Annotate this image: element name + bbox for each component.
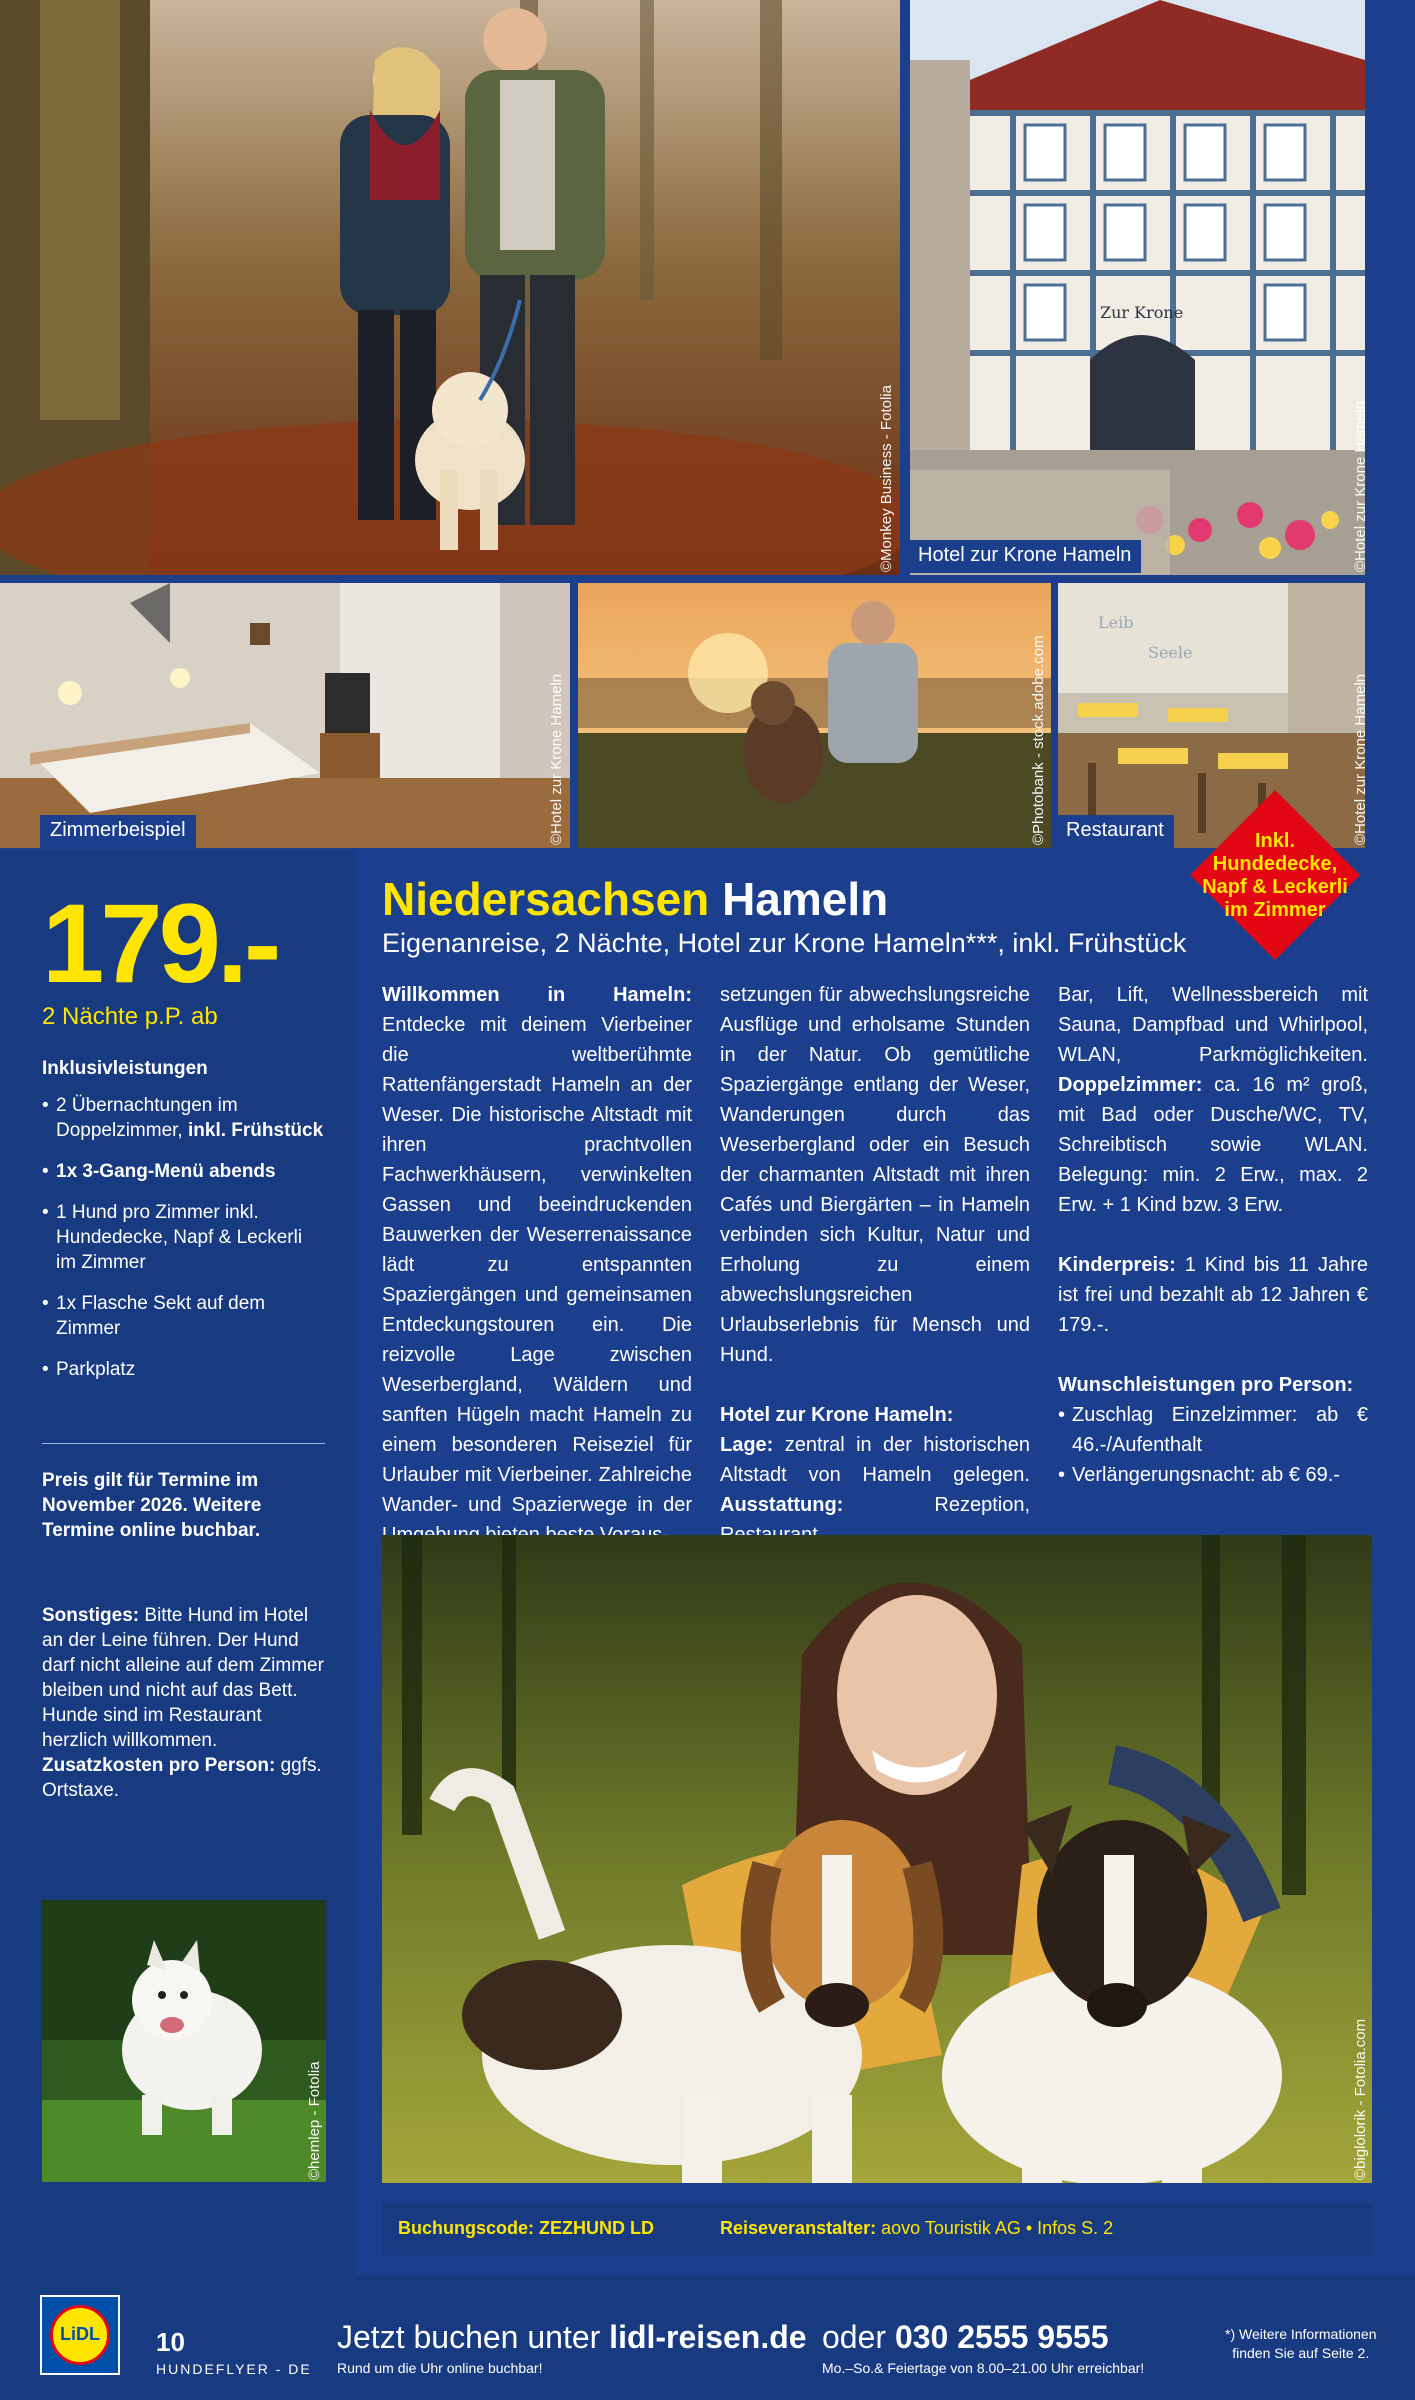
hotel-room-photo (0, 583, 570, 848)
misc-info: Sonstiges: Bitte Hund im Hotel an der Leine führen. Der Hund darf nicht alleine auf dem Zimmer bleiben und nicht auf das Bett. Hunde sind im Restaurant herzlich willkommen. Zusatzkosten pro Person: ggfs. Ortstaxe. (42, 1605, 324, 1801)
inclusion-item: • Parkplatz (42, 1357, 327, 1382)
inclusions-block (42, 1056, 327, 1398)
booking-code: Buchungscode: ZEZHUND LD (398, 2218, 655, 2238)
hotel-caption: Hotel zur Krone Hameln (908, 540, 1141, 573)
svg-text:Seele: Seele (1148, 643, 1193, 662)
badge-line-1: Inkl. (1254, 830, 1295, 852)
inclusions-title: Inklusivleistungen (42, 1058, 208, 1079)
page-title: Niedersachsen Hameln (382, 873, 889, 925)
dog-amenities-badge (1190, 790, 1360, 960)
booking-cta-subtext: Rund um die Uhr online buchbar! (337, 2360, 543, 2376)
tour-operator: Reiseveranstalter: aovo Touristik AG • Infos S. 2 (720, 2218, 1114, 2238)
body-column-2: setzungen für abwechslungsreiche Ausflüge und erholsame Stunden in der Natur. Ob gemütliche Spaziergänge entlang der Weser, Wanderungen durch das Weserbergland oder ein Besuch der charmanten Altstadt mit ihren Cafés und Biergärten – in Hameln verbinden sich Kultur, Natur und Erholung zu einem abwechslungsreichen Urlaubserlebnis für Mensch und Hund. Hotel zur Krone Hameln: Lage: zentral in der historischen Altstadt von Hameln gelegen. Ausstattung: Rezeption, (720, 984, 1030, 1516)
booking-cta: Jetzt buchen unter lidl-reisen.de (337, 2319, 807, 2355)
divider (42, 1443, 325, 1444)
badge-line-2: Hundedecke, (1212, 853, 1338, 875)
wunsch-item: • Zuschlag Einzelzimmer: ab € 46.-/Aufenthalt (1058, 1404, 1368, 1456)
body-column-3: Bar, Lift, Wellnessbereich mit Sauna, Dampfbad und Whirlpool, WLAN, Parkmöglichkeiten. Doppelzimmer: ca. 16 m² groß, mit Bad oder Dusche/WC, TV, Schreibtisch sowie WLAN. Belegung: min. 2 Erw., max. 2 Erw. + 1 Kind bzw. 3 Erw. Kinderpreis: 1 Kind bis 11 Jahre ist frei und bezahlt ab 12 Jahren € 179.-. Wunschleistungen pro Person: • Zuschlag Einzelzimmer: ab € 46.-/Aufenthalt • Verlängerungsnacht: ab € 69.- (1058, 980, 1368, 1490)
westie-dog-photo (42, 1900, 326, 2182)
footer (0, 2275, 1415, 2400)
inclusion-item: • 1x 3-Gang-Menü abends (42, 1159, 327, 1184)
footnote: *) Weitere Informationen finden Sie auf Seite 2. (1225, 2326, 1377, 2361)
price: 179.- (42, 881, 278, 1006)
booking-website-link[interactable]: lidl-reisen.de (609, 2319, 807, 2355)
price-validity-note: Preis gilt für Termine im November 2026. Weitere Termine online buchbar. (42, 1470, 262, 1541)
restaurant-caption: Restaurant (1056, 815, 1174, 848)
room-caption: Zimmerbeispiel (40, 815, 196, 848)
woman-photo-credit: ©biglolorik - Fotolia.com (1352, 2018, 1369, 2180)
inclusion-item: • 1x Flasche Sekt auf dem Zimmer (42, 1291, 327, 1341)
phone-number[interactable]: 030 2555 9555 (894, 2319, 1109, 2355)
couple-dog-forest-photo (0, 0, 900, 575)
price-subtext: 2 Nächte p.P. ab (42, 1003, 218, 1030)
lake-photo-credit: ©Photobank - stock.adobe.com (1030, 635, 1047, 845)
hotel-photo-credit: ©Hotel zur Krone Hameln (1352, 400, 1369, 572)
flyer-label: HUNDEFLYER - DE (156, 2361, 312, 2377)
lake-sunset-dog-photo (578, 583, 1051, 848)
svg-text:Leib: Leib (1098, 613, 1134, 632)
wunsch-item: • Verlängerungsnacht: ab € 69.- (1058, 1464, 1340, 1486)
inclusion-item: • 1 Hund pro Zimmer inkl. Hundedecke, Napf & Leckerli im Zimmer (42, 1200, 327, 1275)
page-number: 10 (156, 2327, 185, 2357)
couple-photo-credit: ©Monkey Business - Fotolia (878, 385, 895, 572)
badge-line-4: im Zimmer (1224, 899, 1326, 921)
restaurant-photo-credit: ©Hotel zur Krone Hameln (1352, 673, 1369, 845)
phone-hours: Mo.–So.& Feiertage von 8.00–21.00 Uhr erreichbar! (822, 2360, 1145, 2376)
westie-photo-credit: ©hemlep - Fotolia (306, 2061, 323, 2180)
hotel-exterior-photo (910, 0, 1365, 575)
woman-with-dogs-photo (382, 1535, 1372, 2183)
lidl-logo-text: LiDL (60, 2324, 100, 2344)
hotel-sign-text: Zur Krone (1100, 303, 1184, 322)
lidl-logo (40, 2295, 120, 2375)
badge-line-3: Napf & Leckerli (1202, 876, 1348, 898)
phone-cta: oder 030 2555 9555 (822, 2319, 1109, 2355)
body-column-1: Willkommen in Hameln: Entdecke mit deinem Vierbeiner die weltberühmte Rattenfängerstadt Hameln an der Weser. Die historische Altstadt mit ihren prachtvollen Fachwerkhäusern, verwinkelten Gassen und beeindruckenden Bauwerken der Weserrenaissance lädt zu entspannten Spaziergängen und gemeinsamen Entdeckungstouren ein. Die reizvolle Lage zwischen Weserbergland, Wäldern und sanften Hügeln macht Hameln zu einem besonderen Reiseziel für Urlauber mit Vierbeiner. Zahlreiche Wander- und Spazierwege in der (382, 984, 692, 1516)
room-photo-credit: ©Hotel zur Krone Hameln (548, 673, 565, 845)
inclusion-item: • 2 Übernachtungen im Doppelzimmer, inkl. Frühstück (42, 1093, 327, 1143)
page-subtitle: Eigenanreise, 2 Nächte, Hotel zur Krone Hameln***, inkl. Frühstück (382, 928, 1187, 958)
booking-bar (382, 2203, 1372, 2255)
